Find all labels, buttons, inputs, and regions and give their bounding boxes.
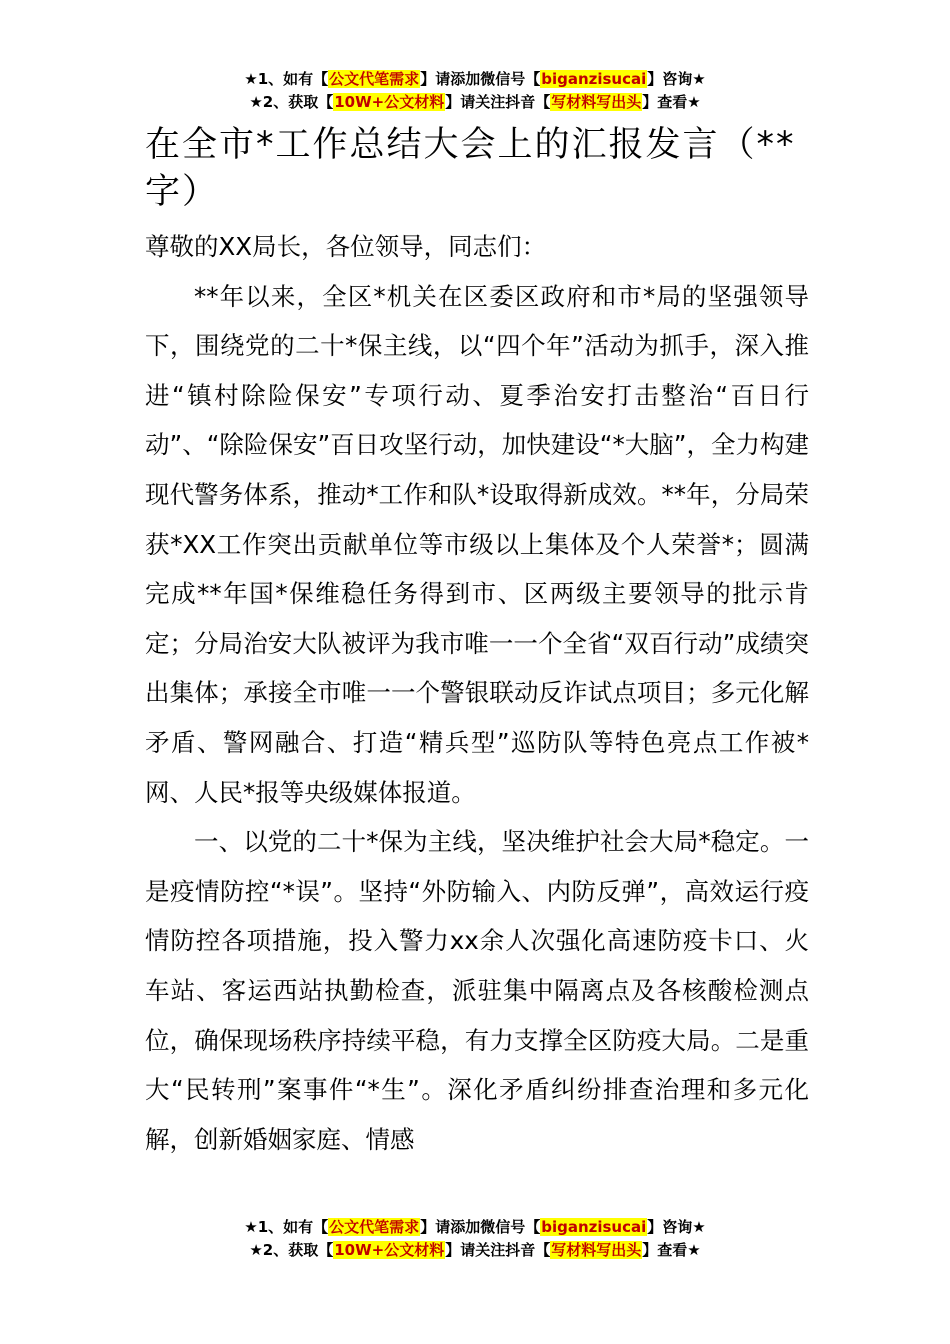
highlight-text: 公文代笔需求: [329, 1218, 420, 1236]
banner-text: ★2、获取【: [249, 93, 334, 111]
bottom-banner: [0, 1216, 950, 1262]
highlight-wechat-id: biganzisucai: [541, 1218, 647, 1236]
banner-text: 】请添加微信号【: [420, 70, 541, 88]
highlight-douyin-id: 写材料写出头: [551, 93, 642, 111]
banner-text: ★1、如有【: [244, 70, 329, 88]
banner-line-2: [0, 1239, 950, 1262]
top-banner: [0, 68, 950, 114]
highlight-douyin-id: 写材料写出头: [551, 1241, 642, 1259]
highlight-wechat-id: biganzisucai: [541, 70, 647, 88]
banner-text: 】咨询★: [647, 1218, 706, 1236]
paragraph: **年以来，全区*机关在区委区政府和市*局的坚强领导下，围绕党的二十*保主线，以“四个年”活动为抓手，深入推进“镇村除险保安”专项行动、夏季治安打击整治“百日行动”、“除险保安”百日攻坚行动，加快建设“*大脑”，全力构建现代警务体系，推动*工作和队*设取得新成效。**年，分局荣获*XX工作突出贡献单位等市级以上集体及个人荣誉*；圆满完成**年国*保维稳任务得到市、区两级主要领导的批示肯定；分局治安大队被评为我市唯一一个全省“双百行动”成绩突出集体；承接全市唯一一个警银联动反诈试点项目；多元化解矛盾、警网融合、打造“精兵型”巡防队等特色亮点工作被*网、人民*报等央级媒体报道。: [145, 281, 809, 807]
banner-text: 】查看★: [642, 1241, 701, 1259]
banner-text: ★1、如有【: [244, 1218, 329, 1236]
salutation: 尊敬的XX局长，各位领导，同志们：: [145, 232, 547, 261]
highlight-text: 10W+公文材料: [334, 1241, 445, 1259]
document-body: [145, 222, 809, 1164]
paragraph: 一、以党的二十*保为主线，坚决维护社会大局*稳定。一是疫情防控“*误”。坚持“外防输入、内防反弹”，高效运行疫情防控各项措施，投入警力xx余人次强化高速防疫卡口、火车站、客运西站执勤检查，派驻集中隔离点及各核酸检测点位，确保现场秩序持续平稳，有力支撑全区防疫大局。二是重大“民转刑”案事件“*生”。深化矛盾纠纷排查治理和多元化解，创新婚姻家庭、情感: [145, 827, 809, 1154]
banner-text: 】请关注抖音【: [445, 1241, 551, 1259]
banner-line-2: [0, 91, 950, 114]
banner-line-1: [0, 1216, 950, 1239]
banner-text: 】请关注抖音【: [445, 93, 551, 111]
banner-text: ★2、获取【: [249, 1241, 334, 1259]
banner-text: 】查看★: [642, 93, 701, 111]
highlight-text: 10W+公文材料: [334, 93, 445, 111]
banner-text: 】请添加微信号【: [420, 1218, 541, 1236]
highlight-text: 公文代笔需求: [329, 70, 420, 88]
banner-text: 】咨询★: [647, 70, 706, 88]
document-title: 在全市*工作总结大会上的汇报发言（**字）: [145, 125, 796, 212]
banner-line-1: [0, 68, 950, 91]
